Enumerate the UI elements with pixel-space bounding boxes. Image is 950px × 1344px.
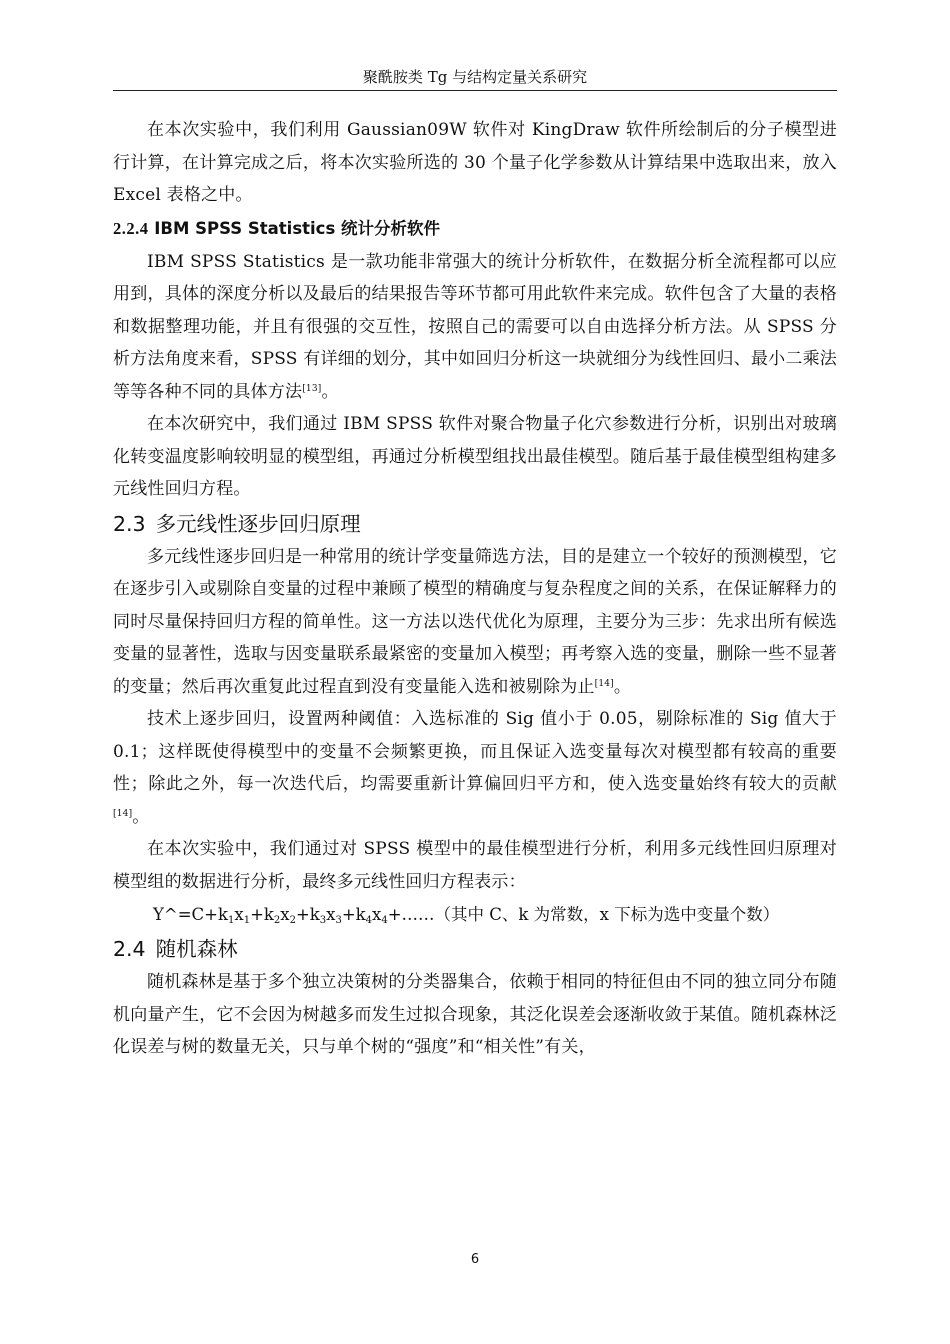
citation-ref: [13] [302,383,322,394]
heading-number: 2.4 [113,937,146,961]
paragraph-spss-study: 在本次研究中，我们通过 IBM SPSS 软件对聚合物量子化穴参数进行分析，识别出对玻璃化转变温度影响较明显的模型组，再通过分析模型组找出最佳模型。随后基于最佳模型组构建多元线性回归方程。 [113,414,837,499]
formula-subscript: 4 [381,915,388,926]
paragraph-end: 。 [132,806,150,827]
formula-term: Y^=C+k [153,905,228,924]
formula-subscript: 4 [365,915,373,926]
formula-term: x [372,905,382,924]
formula-term: +k [341,905,366,924]
running-header: 聚酰胺类 Tg 与结构定量关系研究 [113,66,837,91]
formula-term: x [280,905,290,924]
paragraph-random-forest: 随机森林是基于多个独立决策树的分类器集合，依赖于相同的特征但由不同的独立同分布随机向量产生，它不会因为树越多而发生过拟合现象，其泛化误差会逐渐收敛于某值。随机森林泛化误差与树的数量无关，只与单个树的“强度”和“相关性”有关， [113,972,837,1057]
formula-subscript: 3 [335,915,342,926]
section-heading-2-3 [113,507,837,541]
paragraph-text: IBM SPSS Statistics 是一款功能非常强大的统计分析软件，在数据分析全流程都可以应用到，具体的深度分析以及最后的结果报告等环节都可用此软件来完成。软件包含了大量的表格和数据整理功能，并且有很强的交互性，按照自己的需要可以自由选择分析方法。从 SPSS 分析方法角度来看，SPSS 有详细的划分，其中如回归分析这一块就细分为线性回归、最小二乘法等等各种不同的具体方法 [113,251,837,402]
paragraph-spss-intro [113,246,837,409]
regression-formula [113,898,837,931]
heading-number: 2.3 [113,511,146,536]
section-heading-2-2-4 [113,212,837,246]
formula-subscript: 3 [319,915,327,926]
formula-term: +k [250,905,274,924]
heading-number: 2.2.4 [113,218,149,238]
formula-note: +……（其中 C、k 为常数，x 下标为选中变量个数） [387,905,780,924]
paragraph-end: 。 [613,676,632,697]
formula-subscript: 1 [243,915,251,926]
formula-term: x [326,905,336,924]
heading-text: 多元线性逐步回归原理 [155,511,361,536]
formula-subscript: 1 [228,915,235,926]
paragraph-regression-equation: 在本次实验中，我们通过对 SPSS 模型中的最佳模型进行分析，利用多元线性回归原理对模型组的数据进行分析，最终多元线性回归方程表示： [113,839,837,892]
paragraph-end: 。 [321,381,339,402]
paragraph-text: 多元线性逐步回归是一种常用的统计学变量筛选方法，目的是建立一个较好的预测模型，它在逐步引入或剔除自变量的过程中兼顾了模型的精确度与复杂程度之间的关系，在保证解释力的同时尽量保持回归方程的简单性。这一方法以迭代优化为原理，主要分为三步：先求出所有候选变量的显著性，选取与因变量联系最紧密的变量加入模型；再考察入选的变量，删除一些不显著的变量；然后再次重复此过程直到没有变量能入选和被剔除为止 [113,546,837,697]
section-heading-2-4 [113,932,837,966]
citation-ref: [14] [594,678,614,689]
heading-text: 随机森林 [155,937,238,961]
citation-ref: [14] [113,808,133,819]
page-number: 6 [470,1252,480,1267]
formula-subscript: 2 [273,915,281,926]
paragraph-text: 技术上逐步回归，设置两种阈值：入选标准的 Sig 值小于 0.05，剔除标准的 Sig 值大于 0.1；这样既使得模型中的变量不会频繁更换，而且保证入选变量每次对模型都有较高的重要性；除此之外，每一次迭代后，均需要重新计算偏回归平方和，使入选变量始终有较大的贡献 [113,709,837,794]
page-body [113,114,837,1064]
heading-text: IBM SPSS Statistics 统计分析软件 [148,218,441,238]
paragraph-threshold [113,703,837,833]
formula-subscript: 2 [289,915,296,926]
paragraph-gaussian: 在本次实验中，我们利用 Gaussian09W 软件对 KingDraw 软件所绘制后的分子模型进行计算，在计算完成之后，将本次实验所选的 30 个量子化学参数从计算结果中选取出来，放入 Excel 表格之中。 [113,120,837,205]
paragraph-stepwise [113,541,837,704]
formula-term: x [234,905,244,924]
formula-term: +k [295,905,320,924]
